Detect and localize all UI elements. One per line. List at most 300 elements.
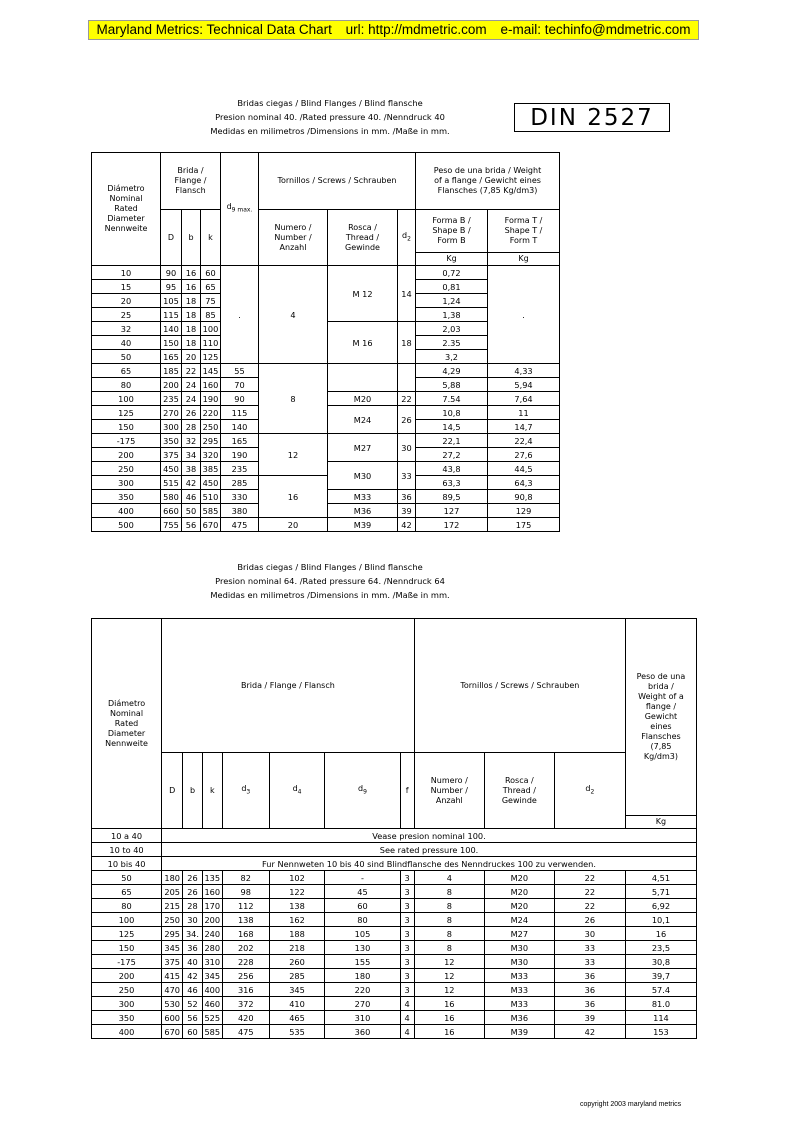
- note-cell: See rated pressure 100.: [162, 843, 697, 857]
- dn-cell: 80: [92, 899, 162, 913]
- number-cell: 20: [259, 518, 328, 532]
- diameter-header: Diámetro Nominal Rated Diameter Nennweite: [92, 153, 161, 266]
- k-cell: 75: [201, 294, 221, 308]
- D-cell: 165: [161, 350, 182, 364]
- number-header: Numero / Number / Anzahl: [259, 210, 328, 266]
- D-cell: 300: [161, 420, 182, 434]
- d2-cell: 30: [398, 434, 416, 462]
- f-cell: 3: [400, 969, 414, 983]
- b-cell: 42: [183, 969, 202, 983]
- b-cell: 32: [182, 434, 201, 448]
- d9-cell: 70: [221, 378, 259, 392]
- dn-cell: 10 bis 40: [92, 857, 162, 871]
- weight-t-cell: 5,94: [488, 378, 560, 392]
- caption-line: Presion nominal 64. /Rated pressure 64. /Nenndruck 64: [215, 575, 445, 586]
- dn-cell: 125: [92, 406, 161, 420]
- screws-header: Tornillos / Screws / Schrauben: [259, 153, 416, 210]
- D-cell: 95: [161, 280, 182, 294]
- weight-b-cell: 1,24: [416, 294, 488, 308]
- d2-cell: 22: [398, 392, 416, 406]
- note-row: [92, 843, 697, 857]
- col-k-header: k: [202, 753, 222, 829]
- dn-cell: 200: [92, 969, 162, 983]
- weight-t-cell: 4,33: [488, 364, 560, 378]
- d3-cell: 228: [222, 955, 269, 969]
- D-cell: 235: [161, 392, 182, 406]
- dn-cell: 50: [92, 871, 162, 885]
- thread-cell: M33: [328, 490, 398, 504]
- d9-cell: 380: [221, 504, 259, 518]
- d2-cell: 36: [554, 983, 625, 997]
- weight-b-cell: 43,8: [416, 462, 488, 476]
- d3-cell: 372: [222, 997, 269, 1011]
- d4-cell: 188: [269, 927, 325, 941]
- dn-cell: 65: [92, 885, 162, 899]
- k-cell: 160: [201, 378, 221, 392]
- weight-b-cell: 0,72: [416, 266, 488, 280]
- dn-cell: 150: [92, 420, 161, 434]
- thread-cell: M36: [328, 504, 398, 518]
- number-cell: 16: [259, 476, 328, 518]
- f-cell: 3: [400, 927, 414, 941]
- d3-cell: 420: [222, 1011, 269, 1025]
- formB-header: Forma B / Shape B / Form B: [416, 210, 488, 253]
- kg-cell: 4,51: [625, 871, 696, 885]
- D-cell: 755: [161, 518, 182, 532]
- dn-cell: 150: [92, 941, 162, 955]
- k-cell: 65: [201, 280, 221, 294]
- weight-b-cell: 1,38: [416, 308, 488, 322]
- note-row: [92, 829, 697, 843]
- d9-cell: 90: [221, 392, 259, 406]
- caption-line: Medidas en milimetros /Dimensions in mm. /Maße in mm.: [210, 589, 450, 600]
- dn-cell: -175: [92, 955, 162, 969]
- weight-b-cell: 22,1: [416, 434, 488, 448]
- d2-cell: 22: [554, 899, 625, 913]
- k-cell: 110: [201, 336, 221, 350]
- banner-title: Maryland Metrics: Technical Data Chart: [96, 22, 332, 37]
- dn-cell: 20: [92, 294, 161, 308]
- weight-b-cell: 172: [416, 518, 488, 532]
- d9-header: $d_{9 max.}$: [221, 153, 259, 266]
- table-row: [92, 434, 560, 448]
- kg-cell: 30,8: [625, 955, 696, 969]
- k-cell: 125: [201, 350, 221, 364]
- D-cell: 200: [161, 378, 182, 392]
- dn-cell: 25: [92, 308, 161, 322]
- thread-cell: M24: [328, 406, 398, 434]
- k-cell: 280: [202, 941, 222, 955]
- d2-header: $d_2$: [554, 753, 625, 829]
- dn-cell: 300: [92, 476, 161, 490]
- weight-b-cell: 89,5: [416, 490, 488, 504]
- D-cell: 660: [161, 504, 182, 518]
- banner-url[interactable]: url: http://mdmetric.com: [345, 22, 487, 37]
- header-banner: [88, 20, 699, 40]
- dn-cell: 10 a 40: [92, 829, 162, 843]
- weight-b-cell: 27,2: [416, 448, 488, 462]
- d9-cell: 285: [221, 476, 259, 490]
- d4-cell: 345: [269, 983, 325, 997]
- weight-b-cell: 4,29: [416, 364, 488, 378]
- table-row: [92, 364, 560, 378]
- m-cell: M27: [484, 927, 554, 941]
- thread-cell: M30: [328, 462, 398, 490]
- number-cell: 12: [259, 434, 328, 476]
- k-cell: 670: [201, 518, 221, 532]
- kg-cell: 57.4: [625, 983, 696, 997]
- dn-cell: 250: [92, 462, 161, 476]
- dn-cell: 300: [92, 997, 162, 1011]
- d2-header: $d_2$: [398, 210, 416, 266]
- n-cell: 8: [414, 885, 484, 899]
- d9-cell: 155: [325, 955, 400, 969]
- b-cell: 60: [183, 1025, 202, 1039]
- k-cell: 320: [201, 448, 221, 462]
- note-cell: Vease presion nominal 100.: [162, 829, 697, 843]
- table-row: [92, 266, 560, 280]
- b-cell: 24: [182, 392, 201, 406]
- weight-t-cell: 90,8: [488, 490, 560, 504]
- thread-cell: [328, 364, 398, 392]
- k-cell: 200: [202, 913, 222, 927]
- d9-cell: 80: [325, 913, 400, 927]
- d4-cell: 102: [269, 871, 325, 885]
- pn64-caption: [150, 561, 510, 602]
- b-cell: 18: [182, 336, 201, 350]
- kg-cell: 6,92: [625, 899, 696, 913]
- d3-cell: 138: [222, 913, 269, 927]
- n-cell: 12: [414, 969, 484, 983]
- d9-cell: 140: [221, 420, 259, 434]
- table-row: [92, 955, 697, 969]
- n-cell: 4: [414, 871, 484, 885]
- b-cell: 18: [182, 308, 201, 322]
- weight-b-cell: 2.35: [416, 336, 488, 350]
- thread-cell: M20: [328, 392, 398, 406]
- d3-cell: 82: [222, 871, 269, 885]
- f-cell: 4: [400, 997, 414, 1011]
- d9-cell: 190: [221, 448, 259, 462]
- b-cell: 24: [182, 378, 201, 392]
- d9-cell: 270: [325, 997, 400, 1011]
- f-cell: 3: [400, 941, 414, 955]
- k-cell: 160: [202, 885, 222, 899]
- weight-b-cell: 5,88: [416, 378, 488, 392]
- copyright: copyright 2003 maryland metrics: [580, 1101, 682, 1108]
- n-cell: 8: [414, 927, 484, 941]
- m-cell: M30: [484, 941, 554, 955]
- weight-b-cell: 0,81: [416, 280, 488, 294]
- k-cell: 250: [201, 420, 221, 434]
- d9-cell: 475: [221, 518, 259, 532]
- d4-cell: 285: [269, 969, 325, 983]
- weight-t-cell: 64,3: [488, 476, 560, 490]
- table-row: [92, 969, 697, 983]
- kg-header: Kg: [625, 816, 696, 829]
- b-cell: 26: [183, 885, 202, 899]
- d9-cell: 165: [221, 434, 259, 448]
- col-D-header: D: [162, 753, 183, 829]
- d9-cell: 105: [325, 927, 400, 941]
- flange-header: Brida / Flange / Flansch: [161, 153, 221, 210]
- weight-b-cell: 10,8: [416, 406, 488, 420]
- m-cell: M33: [484, 997, 554, 1011]
- n-cell: 12: [414, 955, 484, 969]
- dn-cell: 250: [92, 983, 162, 997]
- k-cell: 585: [202, 1025, 222, 1039]
- caption-line: Bridas ciegas / Blind Flanges / Blind flansche: [237, 98, 423, 108]
- k-cell: 460: [202, 997, 222, 1011]
- d2-cell: [398, 364, 416, 392]
- kg-cell: 5,71: [625, 885, 696, 899]
- D-cell: 115: [161, 308, 182, 322]
- k-cell: 345: [202, 969, 222, 983]
- n-cell: 16: [414, 1025, 484, 1039]
- d9-cell: 45: [325, 885, 400, 899]
- n-cell: 16: [414, 1011, 484, 1025]
- d9-header: $d_9$: [325, 753, 400, 829]
- d9-cell: 180: [325, 969, 400, 983]
- table-row: [92, 476, 560, 490]
- b-cell: 56: [183, 1011, 202, 1025]
- n-cell: 8: [414, 913, 484, 927]
- d3-cell: 168: [222, 927, 269, 941]
- d9-cell: 220: [325, 983, 400, 997]
- kg-cell: 114: [625, 1011, 696, 1025]
- D-cell: 140: [161, 322, 182, 336]
- d2-cell: 36: [554, 969, 625, 983]
- dn-cell: 15: [92, 280, 161, 294]
- number-header: Numero / Number / Anzahl: [414, 753, 484, 829]
- dn-cell: 125: [92, 927, 162, 941]
- pn40-body: [92, 266, 560, 532]
- b-cell: 16: [182, 280, 201, 294]
- table-row: [92, 1025, 697, 1039]
- d4-cell: 218: [269, 941, 325, 955]
- dn-cell: 65: [92, 364, 161, 378]
- d2-cell: 26: [554, 913, 625, 927]
- d2-cell: 39: [398, 504, 416, 518]
- m-cell: M33: [484, 969, 554, 983]
- D-cell: 205: [162, 885, 183, 899]
- k-cell: 510: [201, 490, 221, 504]
- D-cell: 150: [161, 336, 182, 350]
- n-cell: 8: [414, 941, 484, 955]
- D-cell: 180: [162, 871, 183, 885]
- k-cell: 60: [201, 266, 221, 280]
- d3-cell: 256: [222, 969, 269, 983]
- d2-cell: 18: [398, 322, 416, 364]
- weight-header: Peso de una brida / Weight of a flange / Gewicht eines Flansches (7,85 Kg/dm3): [625, 619, 696, 816]
- k-cell: 585: [201, 504, 221, 518]
- weight-t-cell: 7,64: [488, 392, 560, 406]
- thread-header: Rosca / Thread / Gewinde: [328, 210, 398, 266]
- b-cell: 36: [183, 941, 202, 955]
- D-cell: 185: [161, 364, 182, 378]
- thread-cell: M 12: [328, 266, 398, 322]
- table-row: [92, 997, 697, 1011]
- dn-cell: 400: [92, 1025, 162, 1039]
- kg-cell: 10,1: [625, 913, 696, 927]
- d9-cell: 235: [221, 462, 259, 476]
- D-cell: 470: [162, 983, 183, 997]
- table-row: [92, 885, 697, 899]
- dn-cell: 50: [92, 350, 161, 364]
- dn-cell: 10 to 40: [92, 843, 162, 857]
- m-cell: M33: [484, 983, 554, 997]
- f-cell: 3: [400, 885, 414, 899]
- b-cell: 18: [182, 322, 201, 336]
- weight-t-cell: 11: [488, 406, 560, 420]
- screws-header: Tornillos / Screws / Schrauben: [414, 619, 625, 753]
- k-cell: 220: [201, 406, 221, 420]
- d9-cell: .: [221, 266, 259, 364]
- pn64-table: [91, 618, 697, 1039]
- d2-cell: 33: [554, 955, 625, 969]
- pn40-caption: [150, 97, 510, 138]
- d9-cell: 310: [325, 1011, 400, 1025]
- weight-t-cell: 22,4: [488, 434, 560, 448]
- d9-cell: 55: [221, 364, 259, 378]
- b-cell: 50: [182, 504, 201, 518]
- weight-t-cell: 27,6: [488, 448, 560, 462]
- table-row: [92, 871, 697, 885]
- weight-b-cell: 3,2: [416, 350, 488, 364]
- weight-t-cell: 175: [488, 518, 560, 532]
- b-cell: 30: [183, 913, 202, 927]
- D-cell: 415: [162, 969, 183, 983]
- flange-header: Brida / Flange / Flansch: [162, 619, 415, 753]
- d3-cell: 98: [222, 885, 269, 899]
- d4-cell: 138: [269, 899, 325, 913]
- b-cell: 34: [182, 448, 201, 462]
- b-cell: 40: [183, 955, 202, 969]
- m-cell: M30: [484, 955, 554, 969]
- d2-cell: 42: [398, 518, 416, 532]
- D-cell: 580: [161, 490, 182, 504]
- caption-line: Presion nominal 40. /Rated pressure 40. /Nenndruck 40: [215, 111, 445, 122]
- f-cell: 3: [400, 871, 414, 885]
- b-cell: 28: [183, 899, 202, 913]
- d2-cell: 26: [398, 406, 416, 434]
- col-k-header: k: [201, 210, 221, 266]
- D-cell: 105: [161, 294, 182, 308]
- banner-email[interactable]: e-mail: techinfo@mdmetric.com: [500, 22, 691, 37]
- d9-cell: 330: [221, 490, 259, 504]
- b-cell: 38: [182, 462, 201, 476]
- table-row: [92, 941, 697, 955]
- dn-cell: 400: [92, 504, 161, 518]
- n-cell: 16: [414, 997, 484, 1011]
- weight-t-cell: 44,5: [488, 462, 560, 476]
- kg-cell: 16: [625, 927, 696, 941]
- kg-cell: 81.0: [625, 997, 696, 1011]
- number-cell: 8: [259, 364, 328, 434]
- k-cell: 310: [202, 955, 222, 969]
- D-cell: 295: [162, 927, 183, 941]
- b-cell: 46: [182, 490, 201, 504]
- thread-cell: M27: [328, 434, 398, 462]
- D-cell: 375: [162, 955, 183, 969]
- b-cell: 18: [182, 294, 201, 308]
- d3-header: $d_3$: [222, 753, 269, 829]
- k-cell: 85: [201, 308, 221, 322]
- d2-cell: 33: [398, 462, 416, 490]
- dn-cell: 100: [92, 392, 161, 406]
- d4-cell: 535: [269, 1025, 325, 1039]
- d2-cell: 36: [554, 997, 625, 1011]
- b-cell: 56: [182, 518, 201, 532]
- D-cell: 90: [161, 266, 182, 280]
- k-cell: 400: [202, 983, 222, 997]
- kg-cell: 23,5: [625, 941, 696, 955]
- m-cell: M20: [484, 899, 554, 913]
- k-cell: 240: [202, 927, 222, 941]
- d4-header: $d_4$: [269, 753, 325, 829]
- D-cell: 670: [162, 1025, 183, 1039]
- d2-cell: 22: [554, 871, 625, 885]
- d4-cell: 260: [269, 955, 325, 969]
- diameter-header: Diámetro Nominal Rated Diameter Nennweite: [92, 619, 162, 829]
- weight-b-cell: 63,3: [416, 476, 488, 490]
- k-cell: 295: [201, 434, 221, 448]
- dn-cell: 350: [92, 490, 161, 504]
- k-cell: 145: [201, 364, 221, 378]
- weight-t-cell: 129: [488, 504, 560, 518]
- dn-cell: 500: [92, 518, 161, 532]
- caption-line: Medidas en milimetros /Dimensions in mm. /Maße in mm.: [210, 125, 450, 136]
- f-cell: 3: [400, 899, 414, 913]
- d9-cell: 60: [325, 899, 400, 913]
- m-cell: M20: [484, 885, 554, 899]
- number-cell: 4: [259, 266, 328, 364]
- d2-cell: 22: [554, 885, 625, 899]
- b-cell: 52: [183, 997, 202, 1011]
- d9-cell: -: [325, 871, 400, 885]
- b-cell: 20: [182, 350, 201, 364]
- formT-header: Forma T / Shape T / Form T: [488, 210, 560, 253]
- k-cell: 100: [201, 322, 221, 336]
- d2-cell: 39: [554, 1011, 625, 1025]
- D-cell: 450: [161, 462, 182, 476]
- D-cell: 345: [162, 941, 183, 955]
- pn40-table: [91, 152, 560, 532]
- table-row: [92, 913, 697, 927]
- f-cell: 3: [400, 983, 414, 997]
- caption-line: Bridas ciegas / Blind Flanges / Blind flansche: [237, 562, 423, 572]
- k-cell: 525: [202, 1011, 222, 1025]
- b-cell: 26: [182, 406, 201, 420]
- m-cell: M24: [484, 913, 554, 927]
- d9-cell: 130: [325, 941, 400, 955]
- kg-t-header: Kg: [488, 253, 560, 266]
- b-cell: 22: [182, 364, 201, 378]
- d9-cell: 360: [325, 1025, 400, 1039]
- kg-b-header: Kg: [416, 253, 488, 266]
- weight-b-cell: 2,03: [416, 322, 488, 336]
- b-cell: 34.: [183, 927, 202, 941]
- d3-cell: 112: [222, 899, 269, 913]
- d2-cell: 33: [554, 941, 625, 955]
- thread-cell: M 16: [328, 322, 398, 364]
- table-row: [92, 899, 697, 913]
- table-row: [92, 983, 697, 997]
- k-cell: 385: [201, 462, 221, 476]
- weight-t-cell: .: [488, 266, 560, 364]
- d4-cell: 410: [269, 997, 325, 1011]
- table-row: [92, 1011, 697, 1025]
